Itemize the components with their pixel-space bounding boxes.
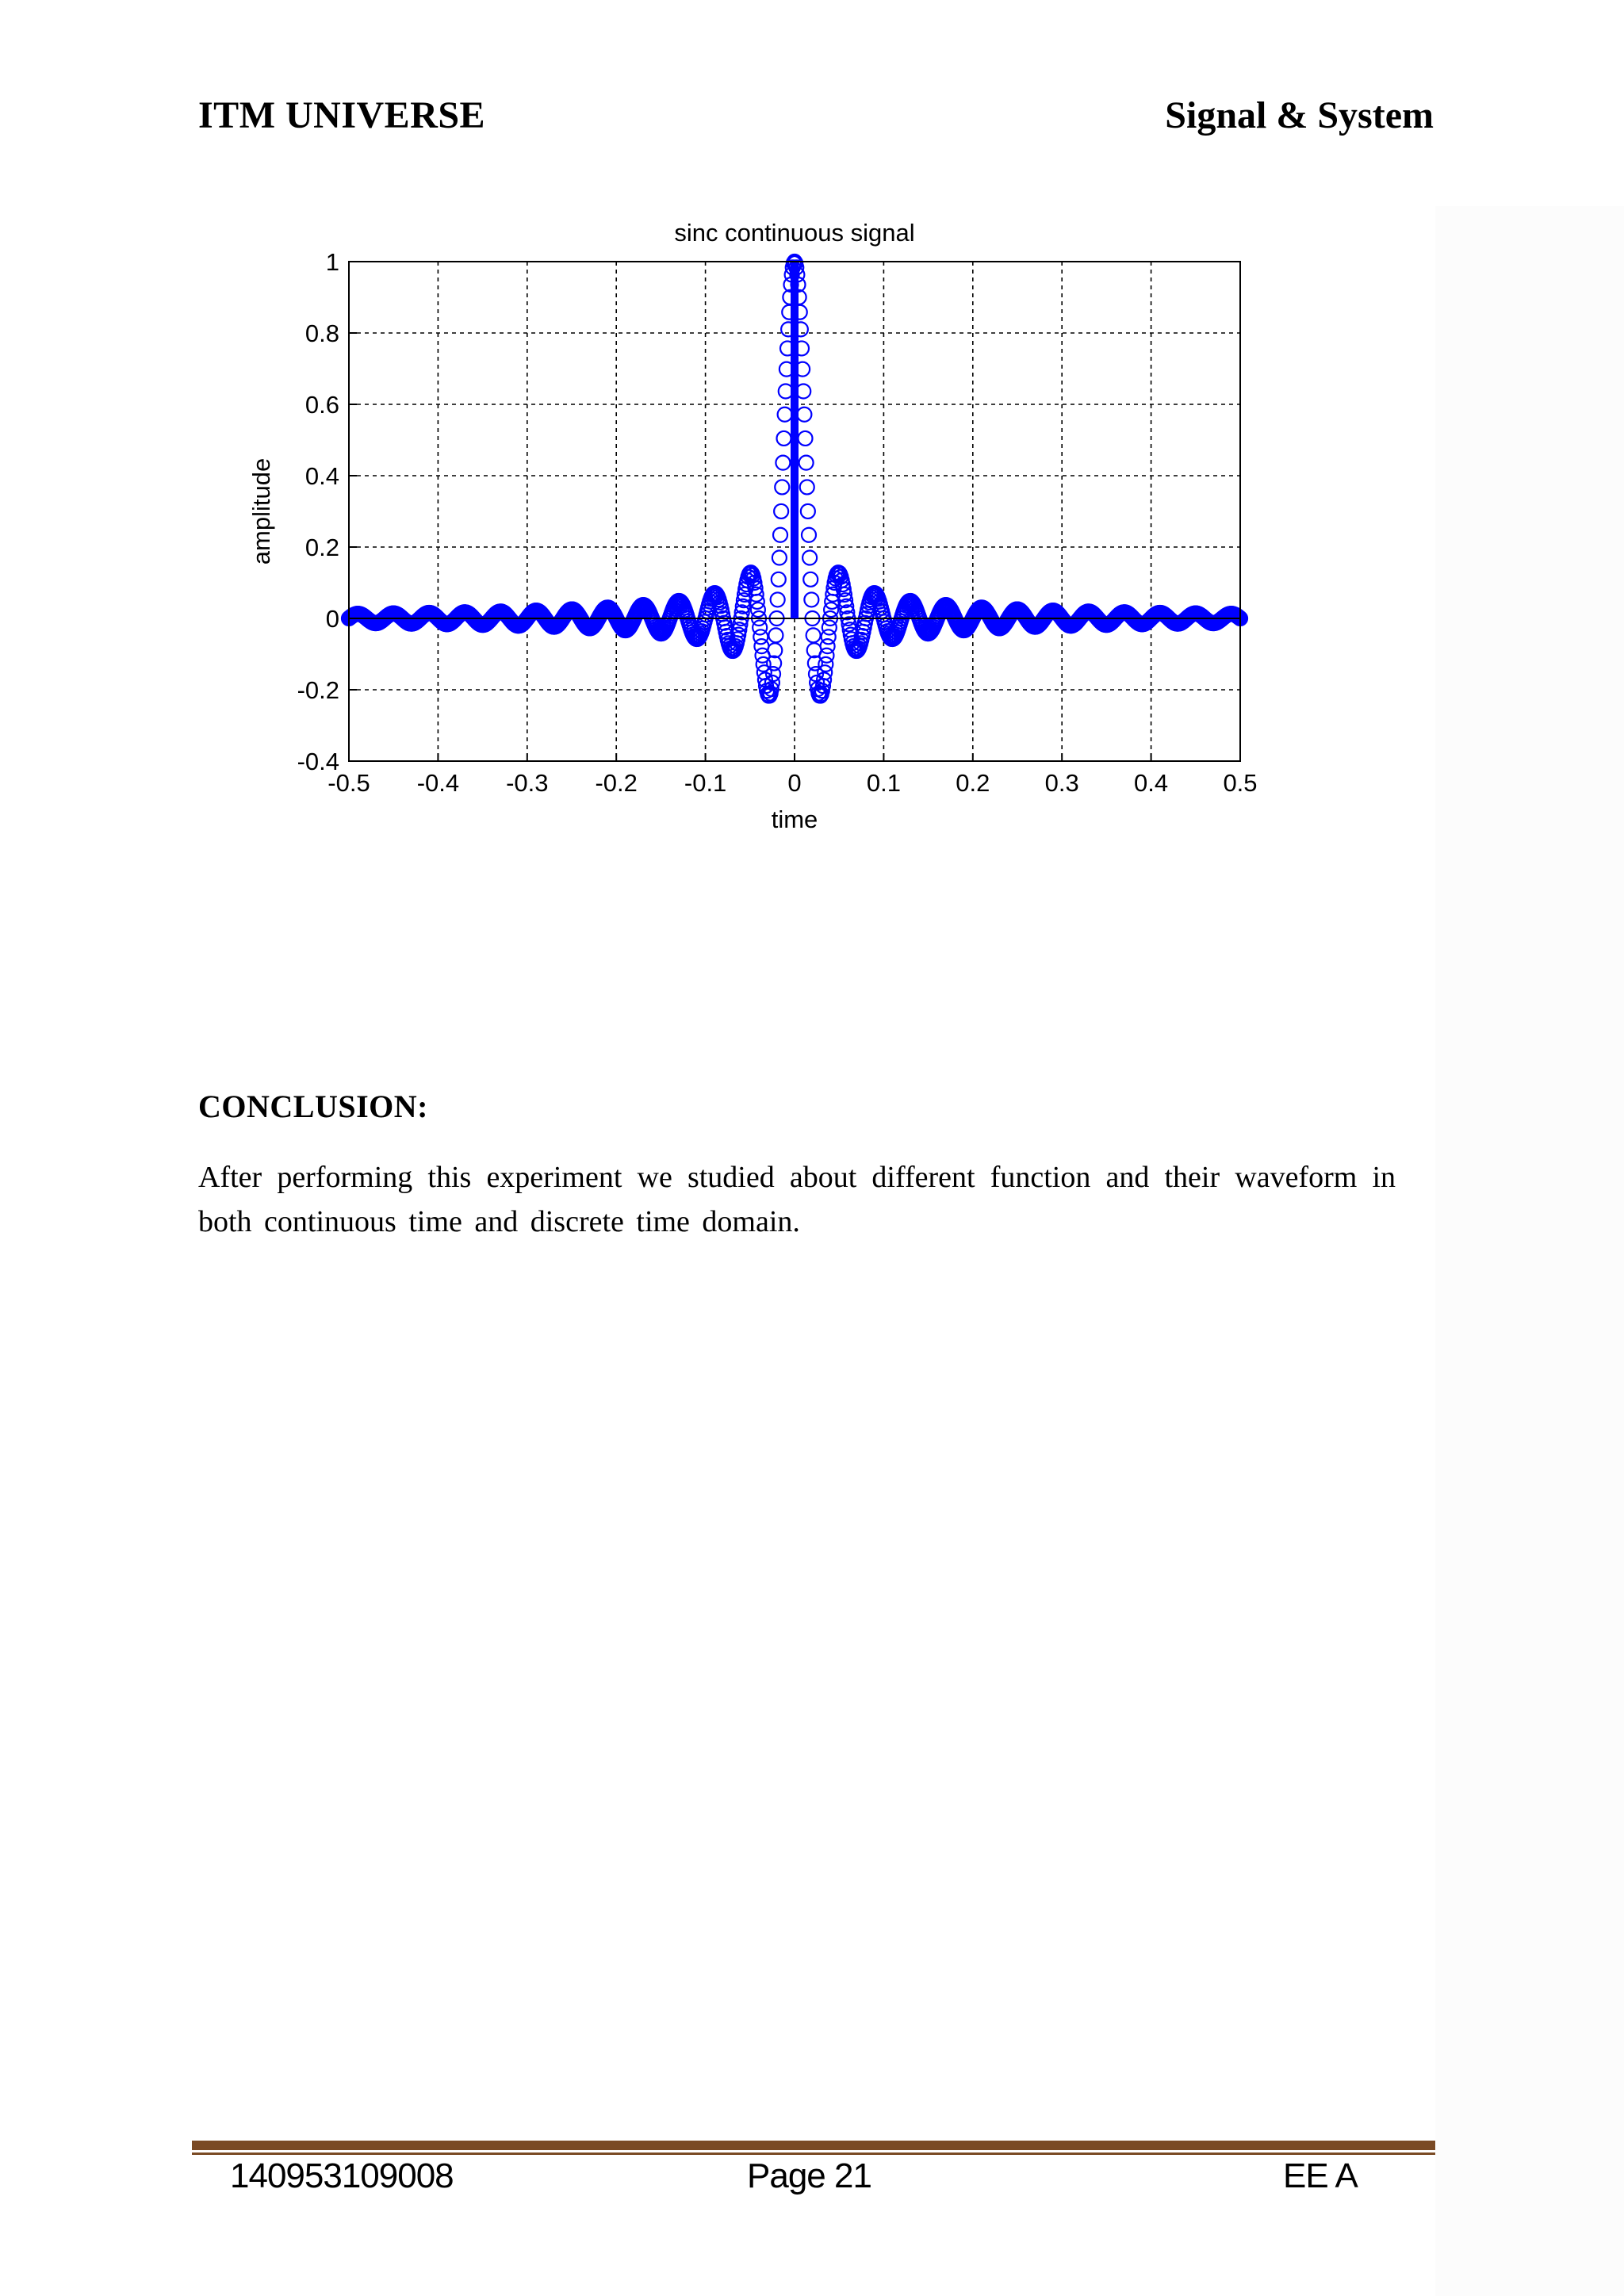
footer-page-number: Page 21 [747, 2156, 871, 2195]
data-point [771, 592, 785, 607]
header-subject: Signal & System [1165, 94, 1434, 136]
x-tick-label: -0.4 [416, 769, 460, 797]
x-tick-label: -0.5 [327, 769, 370, 797]
data-point [768, 628, 783, 642]
footer-rule-thick [192, 2141, 1435, 2150]
y-tick-label: 0.8 [304, 320, 339, 347]
footer-roll-number: 140953109008 [230, 2156, 454, 2195]
data-point [802, 528, 816, 542]
footer-rule-thin [192, 2152, 1435, 2155]
data-point [778, 408, 792, 422]
chart-x-axis-label: time [771, 806, 818, 833]
x-tick-label: 0.2 [956, 769, 990, 797]
header-institution: ITM UNIVERSE [198, 94, 486, 136]
footer-section: EE A [1283, 2156, 1358, 2195]
data-point [777, 431, 791, 446]
y-tick-label: 1 [325, 248, 339, 276]
sinc-chart [238, 206, 1269, 1047]
x-tick-label: -0.3 [506, 769, 549, 797]
data-point [797, 408, 811, 422]
conclusion-heading: CONCLUSION: [198, 1089, 428, 1124]
data-point [772, 572, 786, 587]
data-point [775, 480, 789, 494]
data-point [776, 456, 790, 470]
conclusion-paragraph: After performing this experiment we studied about different function and their waveform in both continuous time and discrete time domain. [198, 1161, 1396, 1238]
data-point [799, 456, 814, 470]
y-tick-label: 0.2 [304, 534, 339, 561]
x-tick-label: 0.4 [1134, 769, 1169, 797]
data-point [798, 431, 812, 446]
data-point [800, 480, 814, 494]
data-point [803, 572, 818, 587]
page-edge-shade [1435, 206, 1624, 2296]
data-point [804, 592, 818, 607]
data-point [774, 504, 788, 519]
data-point [806, 628, 821, 642]
x-tick-label: 0.3 [1044, 769, 1079, 797]
x-tick-label: 0.1 [866, 769, 901, 797]
x-tick-label: 0.5 [1223, 769, 1258, 797]
data-point [772, 550, 787, 564]
y-tick-label: 0.6 [304, 391, 339, 419]
data-point [773, 528, 787, 542]
y-tick-label: 0 [325, 605, 339, 633]
x-tick-label: 0 [787, 769, 802, 797]
x-tick-label: -0.1 [684, 769, 727, 797]
data-point [801, 504, 815, 519]
chart-title: sinc continuous signal [674, 219, 915, 247]
y-tick-label: -0.2 [297, 676, 339, 704]
x-tick-label: -0.2 [595, 769, 638, 797]
y-tick-label: 0.4 [304, 462, 339, 490]
chart-y-axis-label: amplitude [247, 457, 275, 565]
chart-ticks [297, 248, 1258, 797]
data-point [802, 550, 817, 564]
y-tick-label: -0.4 [297, 748, 339, 775]
